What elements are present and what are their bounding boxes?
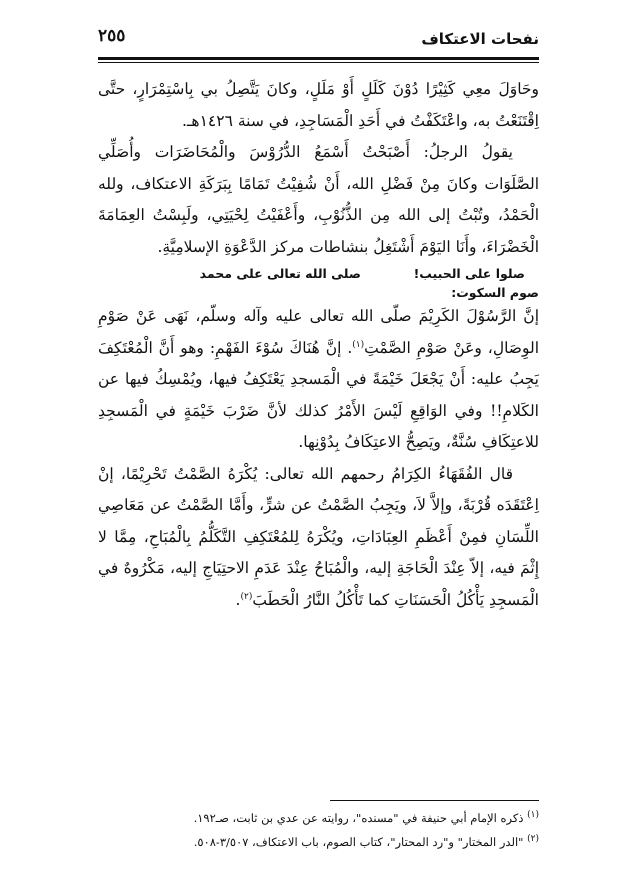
blessing-line xyxy=(98,265,539,285)
footnote-marker: (٢) xyxy=(527,834,539,845)
footnote-reference: (٢) xyxy=(240,591,253,602)
running-title: نفحات الاعتكاف xyxy=(421,30,539,48)
paragraph-text: قال الفُقَهَاءُ الكِرَامُ رحمهم الله تعالى: يُكْرَهُ الصَّمْتُ تَحْرِيْمًا، إنْ اِعْتَقَدَه قُرْبَةً، وإلاَّ لاَ، ويَجِبُ الصَّمْتُ عن شرٍّ، وأَمَّا الصَّمْتُ عن مَعَاصِي اللِّسَانِ فمِنْ أَعْظَمِ العِبَادَاتِ، ويُكْرَهُ لِلمُعْتَكِفِ التَّكَلُّمُ بِالْمُبَاحِ، مِمَّا لا إِثْمَ فيه، إلاّ عِنْدَ الْحَاجَةِ إليه، والْمُبَاحُ عِنْدَ عَدَمِ الاحتِيَاجِ إليه، مَكْرُوهٌ في الْمَسجِدِ يَأْكُلُ الْحَسَنَاتِ كما تَأْكُلُ النَّارُ الْحَطَبَ xyxy=(98,464,539,609)
paragraph: وحَاوَلَ معِي كَثِيْرًا دُوْنَ كَلَلٍ أَوْ مَلَلٍ، وكانَ يَتَّصِلُ بي بِاسْتِمْرَارٍ، حتَّى اِقْتَنَعْتُ به، واعْتَكَفْتُ في أَحَدِ الْمَسَاجِدِ، في سنة ١٤٢٦هـ. xyxy=(98,80,539,130)
footnote-reference: (١) xyxy=(352,339,365,350)
paragraph: يقولُ الرجلُ: أَصْبَحْتُ أَسْمَعُ الدُّرُوْسَ والْمُحَاضَرَات وأُصَلِّي الصَّلَوَات وكانَ مِنْ فَضْلِ الله، أَنْ شُفِيْتُ تَمَامًا بِبَرَكَةِ الاعتكاف، ولله الْحَمْدُ، وتُبْتُ إلى الله مِن الذُّنُوْبِ، وأَعْفَيْتُ لِحْيَتِي، ولَبِسْتُ العِمَامَةَ الْخَضْرَاءَ، وأَنَا اليَوْمَ أَشْتَغِلُ بنشاطات مركز الدَّعْوَةِ الإسلامِيَّةِ. xyxy=(98,143,539,256)
header-rule-thick xyxy=(98,57,539,60)
footnote-marker: (١) xyxy=(527,810,539,821)
paragraph xyxy=(98,459,539,617)
footnote-text: ذكره الإمام أبي حنيفة في "مسنده"، روايته عن عدي بن ثابت، صـ١٩٢. xyxy=(193,811,524,825)
page-header xyxy=(98,26,539,56)
blessing-call: صلوا على الحبيب! xyxy=(413,266,525,281)
paragraph xyxy=(98,301,539,459)
footnote xyxy=(98,830,539,854)
section-heading: صوم السكوت: xyxy=(451,285,539,300)
footnote xyxy=(98,806,539,830)
footnotes xyxy=(98,806,539,854)
paragraph-text: . إنَّ هُنَاكَ سُوْءَ الفَهْمِ: وهو أَنَّ الْمُعْتَكِفَ يَجِبُ عليه: أَنْ يَجْعَلَ خَيْمَةً في الْمَسجدِ يَعْتَكِفُ فيها، ويُمْسِكُ فيها عن الكَلامِ!! وفي الوَاقِعِ لَيْسَ الأَمْرُ كذلك لأنَّ ضَرْبَ خَيْمَةٍ في الْمَسجِدِ للاعتِكَافِ سُنَّةٌ، ويَصِحُّ الاعتِكَافُ بِدُوْنِها. xyxy=(98,338,539,451)
paragraph-text: إنَّ الرَّسُوْلَ الكَرِيْمَ صلّى الله تعالى عليه وآله وسلّم، نَهَى عَنْ صَوْمِ الوِصَالِ، وعَنْ صَوْمِ الصَّمْتِ xyxy=(98,307,539,357)
page-number: ٢٥٥ xyxy=(98,26,126,46)
blessing-response: صلى الله تعالى على محمد xyxy=(199,266,361,281)
footnote-text: "الدر المختار" و"رد المحتار"، كتاب الصوم، باب الاعتكاف، ٣/٥٠٧-٥٠٨. xyxy=(193,835,524,849)
body-text xyxy=(98,74,539,616)
header-rule-thin xyxy=(98,62,539,63)
footnote-separator xyxy=(330,800,539,801)
paragraph-text: . xyxy=(235,590,241,609)
